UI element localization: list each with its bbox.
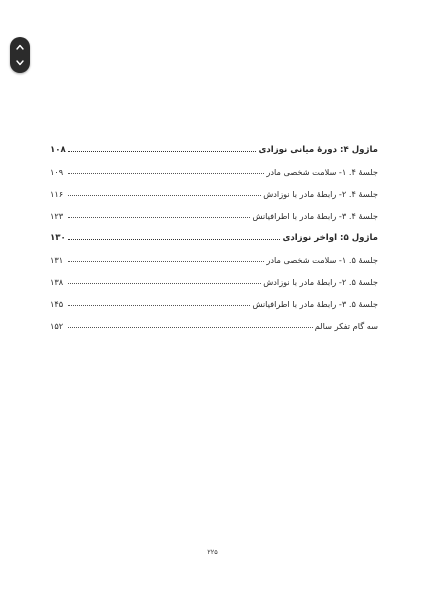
- toc-entry-label: سه گام تفکر سالم: [314, 321, 378, 331]
- toc-entry-label: جلسهٔ ۵. ۲- رابطهٔ مادر با نوزادش: [263, 277, 378, 287]
- dot-leader: [68, 217, 250, 218]
- toc-entry-label: ماژول ۵: اواخر نوزادی: [282, 233, 378, 243]
- toc-entry-label: جلسهٔ ۵. ۱- سلامت شخصی مادر: [266, 255, 378, 265]
- toc-row-module-4[interactable]: [50, 133, 378, 155]
- chevron-down-icon: [16, 60, 24, 66]
- toc-row-session[interactable]: [50, 199, 378, 221]
- dot-leader: [68, 151, 256, 152]
- toc-page-number: ۱۱۶: [50, 189, 64, 199]
- dot-leader: [68, 173, 264, 174]
- toc-page-number: ۱۰۸: [50, 145, 66, 155]
- toc-entry-label: جلسهٔ ۴. ۳- رابطهٔ مادر با اطرافیانش: [252, 211, 378, 221]
- toc-entry-label: جلسهٔ ۴. ۱- سلامت شخصی مادر: [266, 167, 378, 177]
- chevron-up-icon: [16, 44, 24, 50]
- dot-leader: [68, 283, 261, 284]
- toc-entry-label: جلسهٔ ۵. ۳- رابطهٔ مادر با اطرافیانش: [252, 299, 378, 309]
- toc-page-number: ۱۳۱: [50, 255, 64, 265]
- dot-leader: [68, 261, 264, 262]
- toc-row-session[interactable]: [50, 309, 378, 331]
- dot-leader: [68, 305, 250, 306]
- dot-leader: [68, 327, 313, 328]
- toc-row-session[interactable]: [50, 287, 378, 309]
- toc-row-session[interactable]: [50, 177, 378, 199]
- toc-entry-label: جلسهٔ ۴. ۲- رابطهٔ مادر با نوزادش: [263, 189, 378, 199]
- page-number-footer: ۲۲۵: [207, 548, 218, 556]
- toc-page-number: ۱۲۳: [50, 211, 64, 221]
- toc-entry-label: ماژول ۴: دورهٔ میانی نوزادی: [258, 145, 378, 155]
- toc-row-session[interactable]: [50, 155, 378, 177]
- toc-row-session[interactable]: [50, 265, 378, 287]
- dot-leader: [68, 239, 280, 240]
- table-of-contents: [50, 133, 378, 331]
- page-up-button[interactable]: [10, 39, 30, 55]
- toc-row-session[interactable]: [50, 243, 378, 265]
- page-down-button[interactable]: [10, 55, 30, 71]
- toc-page-number: ۱۳۰: [50, 233, 66, 243]
- toc-page-number: ۱۵۲: [50, 321, 64, 331]
- toc-row-module-5[interactable]: [50, 221, 378, 243]
- toc-page-number: ۱۰۹: [50, 167, 64, 177]
- toc-page-number: ۱۴۵: [50, 299, 64, 309]
- dot-leader: [68, 195, 261, 196]
- toc-page-number: ۱۳۸: [50, 277, 64, 287]
- page-navigation-control: [10, 37, 30, 73]
